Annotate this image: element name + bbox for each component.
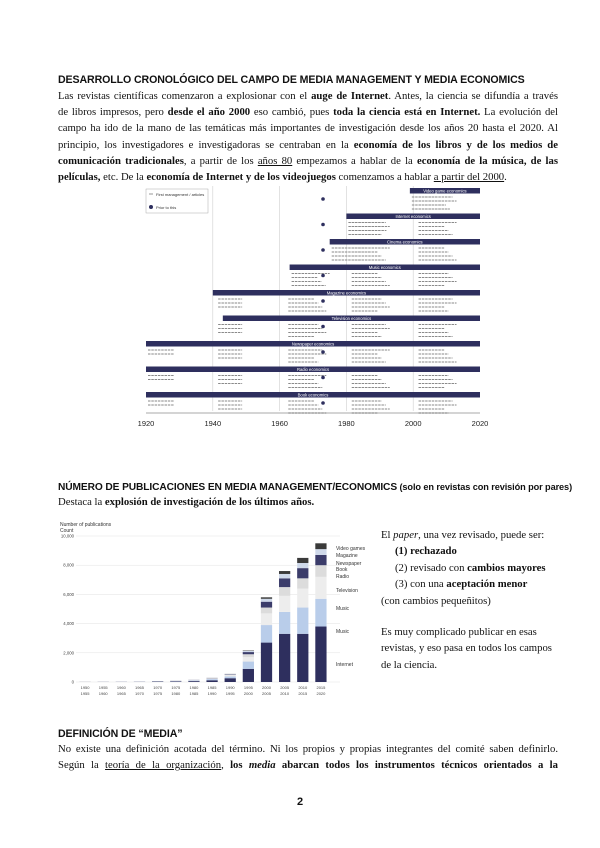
bar-segment bbox=[243, 662, 254, 669]
timeline-dot bbox=[321, 401, 325, 405]
bar-segment bbox=[261, 602, 272, 608]
legend-series-label: Newspaper bbox=[336, 561, 362, 567]
legend-series-label: Music bbox=[336, 606, 350, 612]
x-tick-label: 1975 bbox=[171, 685, 181, 690]
x-tick-label: 1985 bbox=[207, 685, 217, 690]
legend-series-label: Internet bbox=[336, 662, 353, 668]
legend-label: First management / articles bbox=[156, 192, 205, 197]
para-line: comunicación tradicionales, a partir de los años 80 empezamos a hablar de la economía de la música, de las bbox=[58, 154, 558, 167]
bar-segment bbox=[206, 680, 217, 682]
timeline-dot bbox=[321, 325, 325, 329]
x-tick-label: 1960 bbox=[116, 685, 126, 690]
bar-segment bbox=[206, 678, 217, 679]
bar-segment bbox=[315, 565, 326, 577]
x-tick-label: 2015 bbox=[298, 691, 308, 696]
x-tick-label: 1955 bbox=[98, 685, 108, 690]
y-tick-label: 0 bbox=[71, 679, 74, 685]
section3-title: DEFINICIÓN DE “MEDIA” bbox=[58, 728, 183, 740]
timeline-band-label: Video game economics bbox=[423, 188, 467, 194]
y-tick-label: 10,000 bbox=[60, 533, 74, 539]
bar-segment bbox=[225, 676, 236, 678]
x-tick-label: 2020 bbox=[316, 691, 326, 696]
bar-segment bbox=[315, 599, 326, 627]
bar-segment bbox=[261, 599, 272, 602]
x-tick-label: 1995 bbox=[243, 685, 253, 690]
x-tick-label: 2000 bbox=[243, 691, 253, 696]
x-tick-label: 1980 bbox=[171, 691, 181, 696]
x-tick-label: 1990 bbox=[207, 691, 217, 696]
timeline-band-label: Book economics bbox=[297, 392, 329, 398]
bar-segment bbox=[297, 563, 308, 568]
y-tick-label: 8,000 bbox=[63, 562, 74, 568]
side-tail: (con cambios pequeñitos) bbox=[381, 594, 491, 607]
page-number: 2 bbox=[296, 796, 304, 808]
bar-segment bbox=[315, 627, 326, 682]
timeline-dot bbox=[321, 248, 325, 252]
timeline-dot bbox=[321, 350, 325, 354]
x-tick-label: 2010 bbox=[298, 685, 308, 690]
x-tick-label: 1975 bbox=[153, 691, 163, 696]
x-tick-label: 1960 bbox=[98, 691, 108, 696]
bar-segment bbox=[188, 681, 199, 682]
timeline-figure bbox=[137, 186, 489, 431]
bar-segment bbox=[279, 574, 290, 578]
timeline-band-label: Music economics bbox=[368, 264, 401, 270]
timeline-band-label: Cinema economics bbox=[387, 239, 423, 245]
timeline-axis-label: 1960 bbox=[271, 419, 288, 428]
timeline-dot bbox=[321, 197, 325, 201]
side-item: (3) con una aceptación menor bbox=[395, 578, 528, 591]
bar-segment bbox=[243, 654, 254, 657]
bar-segment bbox=[225, 675, 236, 676]
timeline-axis-label: 1940 bbox=[204, 419, 222, 428]
timeline-dot bbox=[321, 274, 325, 278]
side-intro: El paper, una vez revisado, puede ser: bbox=[381, 529, 545, 541]
y-tick-label: 4,000 bbox=[63, 621, 74, 627]
legend-series-label: Radio bbox=[336, 574, 350, 580]
side-para-line: de la ciencia. bbox=[381, 658, 438, 671]
bar-segment bbox=[243, 651, 254, 652]
bar-segment bbox=[297, 558, 308, 563]
bar-segment bbox=[261, 643, 272, 682]
timeline-band-label: Magazine economics bbox=[326, 290, 367, 296]
bar-segment bbox=[297, 568, 308, 578]
bar-segment bbox=[297, 634, 308, 682]
para-line: campo ha ido de la mano de las temáticas más importantes de investigación desde los años 20 hasta el 2020. Al bbox=[58, 122, 558, 135]
x-tick-label: 2015 bbox=[316, 685, 326, 690]
x-tick-label: 1970 bbox=[153, 685, 163, 690]
publications-chart bbox=[60, 520, 366, 700]
bar-segment bbox=[206, 679, 217, 680]
timeline-band-label: Television economics bbox=[331, 315, 372, 321]
timeline-axis-label: 2020 bbox=[471, 419, 489, 428]
legend-series-label: Magazine bbox=[336, 553, 358, 559]
side-item: (1) rechazado bbox=[395, 545, 457, 558]
legend-series-label: Music bbox=[336, 629, 350, 635]
y-tick-label: 6,000 bbox=[63, 591, 74, 597]
legend-series-label: Book bbox=[336, 567, 348, 573]
x-tick-label: 1965 bbox=[135, 685, 144, 690]
timeline-band-label: Internet economics bbox=[395, 213, 431, 219]
bar-segment bbox=[315, 577, 326, 599]
x-tick-label: 1955 bbox=[80, 691, 90, 696]
bar-segment bbox=[315, 543, 326, 549]
bar-segment bbox=[297, 608, 308, 634]
para-line: Las revistas científicas comenzaron a explosionar con el auge de Internet. Antes, la ciencia se difundía a través bbox=[58, 90, 558, 102]
x-tick-label: 2005 bbox=[280, 685, 290, 690]
x-tick-label: 1950 bbox=[80, 685, 90, 690]
x-tick-label: 1980 bbox=[189, 685, 199, 690]
bar-segment bbox=[279, 571, 290, 574]
bar-segment bbox=[279, 596, 290, 612]
timeline-dot bbox=[321, 223, 325, 227]
x-tick-label: 1990 bbox=[225, 685, 235, 690]
bar-segment bbox=[261, 625, 272, 643]
side-para-line: revistas, y eso pasa en todos los campos bbox=[381, 642, 552, 655]
bar-segment bbox=[243, 652, 254, 654]
legend-label: Prior to this bbox=[156, 205, 177, 210]
side-item: (2) revisado con cambios mayores bbox=[395, 561, 546, 574]
timeline-axis-label: 2000 bbox=[404, 419, 422, 428]
section2-subtitle: Destaca la explosión de investigación de los últimos años. bbox=[58, 496, 315, 508]
timeline-axis-label: 1920 bbox=[137, 419, 155, 428]
bar-segment bbox=[261, 613, 272, 625]
section2-title: NÚMERO DE PUBLICACIONES EN MEDIA MANAGEMENT/ECONOMICS (solo en revistas con revisión por pares) bbox=[58, 482, 573, 493]
bar-segment bbox=[297, 589, 308, 608]
section1-paragraph bbox=[58, 88, 558, 185]
para-line: Según la teoría de la organización, los media abarcan todos los instrumentos técnicos orientados a la bbox=[58, 759, 558, 772]
x-tick-label: 1970 bbox=[135, 691, 144, 696]
bar-segment bbox=[225, 678, 236, 682]
bar-segment bbox=[279, 578, 290, 587]
bar-segment bbox=[279, 587, 290, 596]
bar-segment bbox=[243, 669, 254, 682]
bar-segment bbox=[225, 675, 236, 676]
bar-segment bbox=[315, 555, 326, 565]
timeline-axis-label: 1980 bbox=[338, 419, 355, 428]
timeline-dot bbox=[321, 299, 325, 303]
bar-segment bbox=[243, 657, 254, 661]
timeline-band-label: Radio economics bbox=[296, 366, 330, 372]
section1-title: DESARROLLO CRONOLÓGICO DEL CAMPO DE MEDIA MANAGEMENT Y MEDIA ECONOMICS bbox=[58, 74, 525, 86]
para-line: películas, etc. De la economía de Internet y de los videojuegos comenzamos a hablar a partir del 2000. bbox=[58, 170, 507, 183]
y-tick-label: 2,000 bbox=[63, 650, 74, 656]
section3-paragraph bbox=[58, 741, 558, 773]
bar-segment bbox=[279, 612, 290, 634]
x-tick-label: 1965 bbox=[116, 691, 126, 696]
bar-segment bbox=[170, 681, 181, 682]
side-para-line: Es muy complicado publicar en esas bbox=[381, 626, 537, 639]
para-line: de libros impresos, pero desde el año 2000 eso cambió, pues toda la ciencia está en Internet. La evolución del bbox=[58, 106, 559, 119]
bar-segment bbox=[297, 578, 308, 588]
side-note bbox=[381, 527, 559, 673]
timeline-band-label: Newspaper economics bbox=[291, 341, 335, 347]
bar-segment bbox=[261, 597, 272, 598]
bar-segment bbox=[261, 608, 272, 614]
x-tick-label: 2010 bbox=[280, 691, 290, 696]
timeline-dot bbox=[321, 376, 325, 380]
legend-series-label: Television bbox=[336, 588, 358, 594]
bar-segment bbox=[279, 634, 290, 682]
legend-series-label: Video games bbox=[336, 546, 366, 552]
para-line: principio, los investigadores e investigadoras se centraban en la economía de los libros y de los medios de bbox=[58, 138, 558, 151]
para-line: No existe una definición acotada del término. Ni los propios y propias integrantes del comité saben definirlo. bbox=[58, 743, 558, 755]
bar-segment bbox=[188, 681, 199, 682]
chart-title: Number of publications bbox=[60, 522, 112, 528]
x-tick-label: 2000 bbox=[262, 685, 271, 690]
chart-ylabel: Count bbox=[60, 528, 74, 534]
x-tick-label: 1985 bbox=[189, 691, 199, 696]
bar-segment bbox=[315, 549, 326, 555]
x-tick-label: 1995 bbox=[225, 691, 235, 696]
x-tick-label: 2005 bbox=[262, 691, 271, 696]
